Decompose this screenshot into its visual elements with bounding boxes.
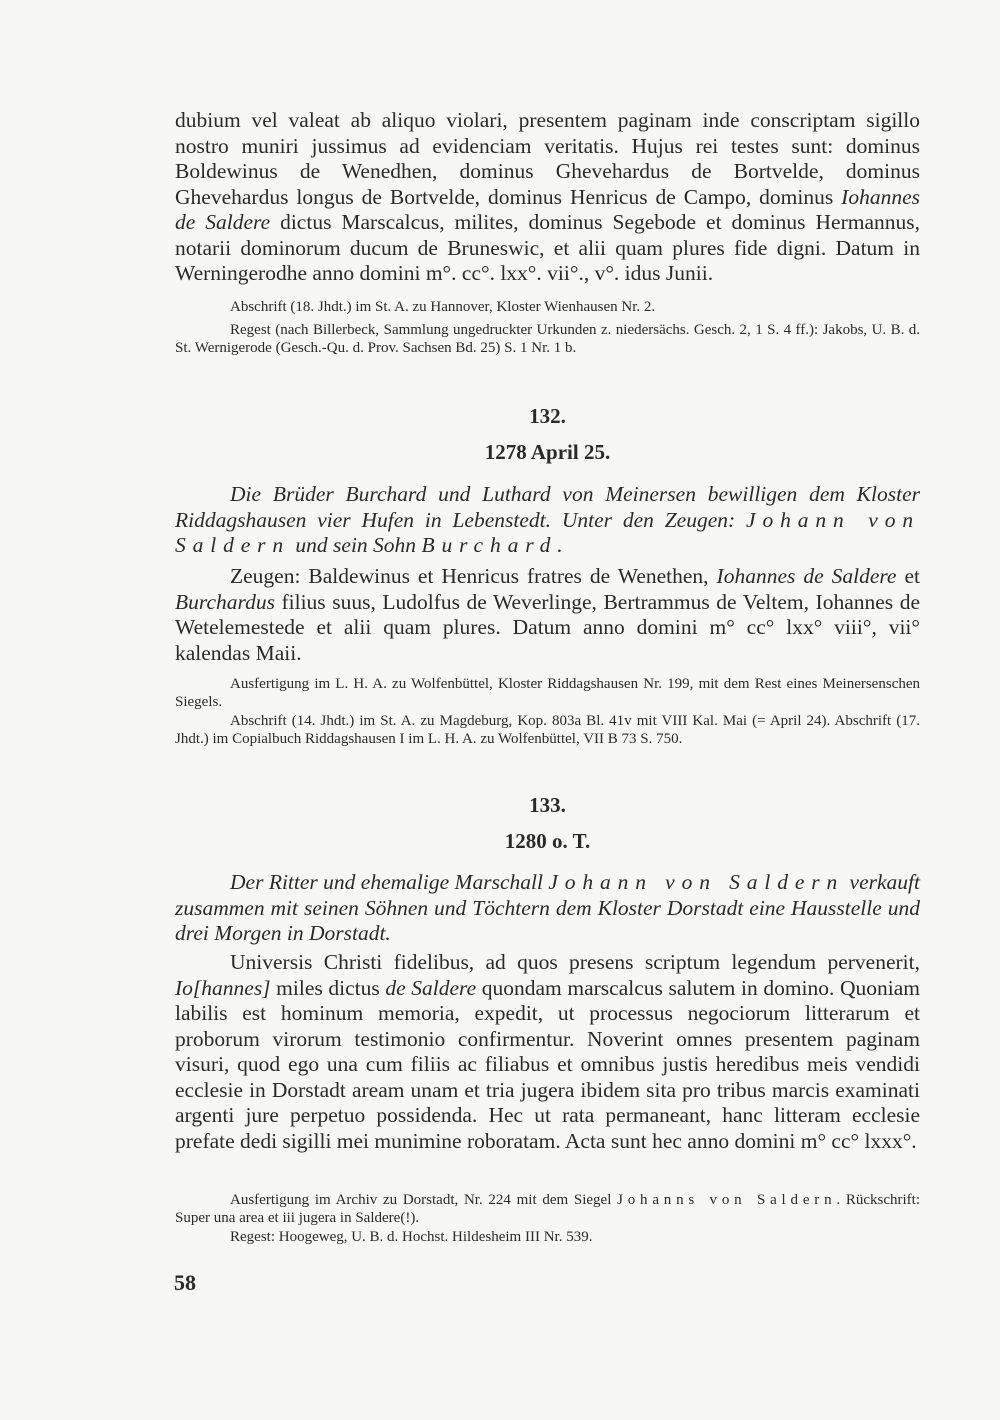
doc-132-text-italic-1: Iohannes de Saldere xyxy=(716,564,897,588)
doc-133-text-a: Universis Christi fidelibus, ad quos presens scriptum legendum pervenerit, xyxy=(230,950,920,974)
doc-132-text-c: filius suus, Ludolfus de Weverlinge, Bertrammus de Veltem, Iohannes de Wetelemestede et alii quam plures. Datum anno domini m° cc° lxx° viii°, vii° kalendas Maii. xyxy=(175,589,920,665)
doc-133-note-1-a: Ausfertigung im Archiv zu Dorstadt, Nr. 224 mit dem Siegel xyxy=(230,1192,618,1208)
doc-132-summary-text-2: und sein Sohn xyxy=(290,533,422,557)
doc-133-text xyxy=(175,950,920,1154)
intro-note-2: Regest (nach Billerbeck, Sammlung ungedruckter Urkunden z. niedersächs. Gesch. 2, 1 S. 4 ff.): Jakobs, U. B. d. St. Wernigerode (Gesch.-Qu. d. Prov. Sachsen Bd. 25) S. 1 Nr. 1 b. xyxy=(175,322,920,356)
doc-132-summary xyxy=(175,482,920,559)
doc-132-number: 132. xyxy=(529,404,566,428)
doc-132-summary-end: . xyxy=(557,533,563,557)
doc-132-date: 1278 April 25. xyxy=(484,440,611,464)
doc-133-text-italic-1: Io[hannes] xyxy=(175,975,271,1000)
intro-paragraph xyxy=(175,108,920,287)
doc-132-summary-text: Die Brüder Burchard und Luthard von Meinersen bewilligen dem Kloster Riddagshausen vier Hufen in Lebenstedt. Unter den Zeugen: xyxy=(175,482,920,532)
intro-text-end: dictus Marscalcus, milites, dominus Segebode et dominus Hermannus, notarii dominorum ducum de Bruneswic, et alii quam plures fide digni. Datum in Werningerodhe anno domini m°. cc°. lxx°. vii°., v°. idus Junii. xyxy=(175,210,920,285)
doc-133-note-1 xyxy=(175,1192,920,1227)
doc-133-summary-name: Johann von Saldern xyxy=(548,870,845,894)
doc-132-note-2: Abschrift (14. Jhdt.) im St. A. zu Magdeburg, Kop. 803a Bl. 41v mit VIII Kal. Mai (= April 24). Abschrift (17. Jhdt.) im Copialbuch Riddagshausen I im L. H. A. zu Wolfenbüttel, VII B 73 S. 750. xyxy=(175,713,920,747)
doc-133-number: 133. xyxy=(529,793,566,817)
doc-133-date: 1280 o. T. xyxy=(504,829,591,853)
doc-133-text-b: miles dictus xyxy=(270,975,386,1000)
doc-132-text-italic-2: Burchardus xyxy=(175,589,275,614)
doc-133-text-italic-2: de Saldere xyxy=(385,975,477,1000)
intro-name-italic: Iohannes de Saldere xyxy=(175,184,920,234)
doc-132-summary-name-1: Johann von Saldern xyxy=(175,507,920,557)
doc-132-text xyxy=(175,564,920,666)
doc-133-note-2: Regest: Hoogeweg, U. B. d. Hochst. Hildesheim III Nr. 539. xyxy=(230,1229,593,1245)
intro-text: dubium vel valeat ab aliquo violari, presentem paginam inde conscriptam sigillo nostro muniri jussimus ad evidenciam veritatis. Hujus rei testes sunt: dominus Boldewinus de Wenedhen, dominus Ghevehardus de Bortvelde, dominus Ghevehardus longus de Bortvelde, dominus Henricus de Campo, dominus xyxy=(175,108,920,209)
page-number: 58 xyxy=(174,1270,196,1295)
doc-133-note-1-b: . Rückschrift: Super una area et iii jugera in Saldere(!). xyxy=(175,1192,920,1226)
doc-132-note-1: Ausfertigung im L. H. A. zu Wolfenbüttel, Kloster Riddagshausen Nr. 199, mit dem Rest eines Meinersenschen Siegels. xyxy=(175,676,920,710)
doc-132-summary-name-2: Burchard xyxy=(421,533,558,557)
doc-133-summary-end: verkauft zusammen mit seinen Söhnen und Töchtern dem Kloster Dorstadt eine Hausstelle und drei Morgen in Dorstadt. xyxy=(175,870,921,945)
doc-133-summary xyxy=(175,870,920,947)
intro-note-1: Abschrift (18. Jhdt.) im St. A. zu Hannover, Kloster Wienhausen Nr. 2. xyxy=(230,299,656,315)
doc-133-note-1-name: Johanns von Saldern xyxy=(617,1192,837,1208)
doc-132-text-b: et xyxy=(896,564,920,588)
doc-133-text-c: quondam marscalcus salutem in domino. Quoniam labilis est hominum memoria, expedit, ut processus negociorum litterarum et proborum virorum testimonio confirmentur. Noverint omnes presentem paginam visuri, quod ego una cum filiis ac filiabus et omnibus justis heredibus meis vendidi ecclesie in Dorstadt aream unam et tria jugera ibidem sita pro tribus marcis examinati argenti jure perpetuo possidenda. Hec ut rata permaneant, hanc litteram ecclesie prefate dedi sigilli mei munimine roboratam. Acta sunt hec anno domini m° cc° lxxx°. xyxy=(175,975,921,1153)
doc-133-summary-text: Der Ritter und ehemalige Marschall xyxy=(230,870,549,894)
doc-132-text-a: Zeugen: Baldewinus et Henricus fratres de Wenethen, xyxy=(230,564,717,588)
